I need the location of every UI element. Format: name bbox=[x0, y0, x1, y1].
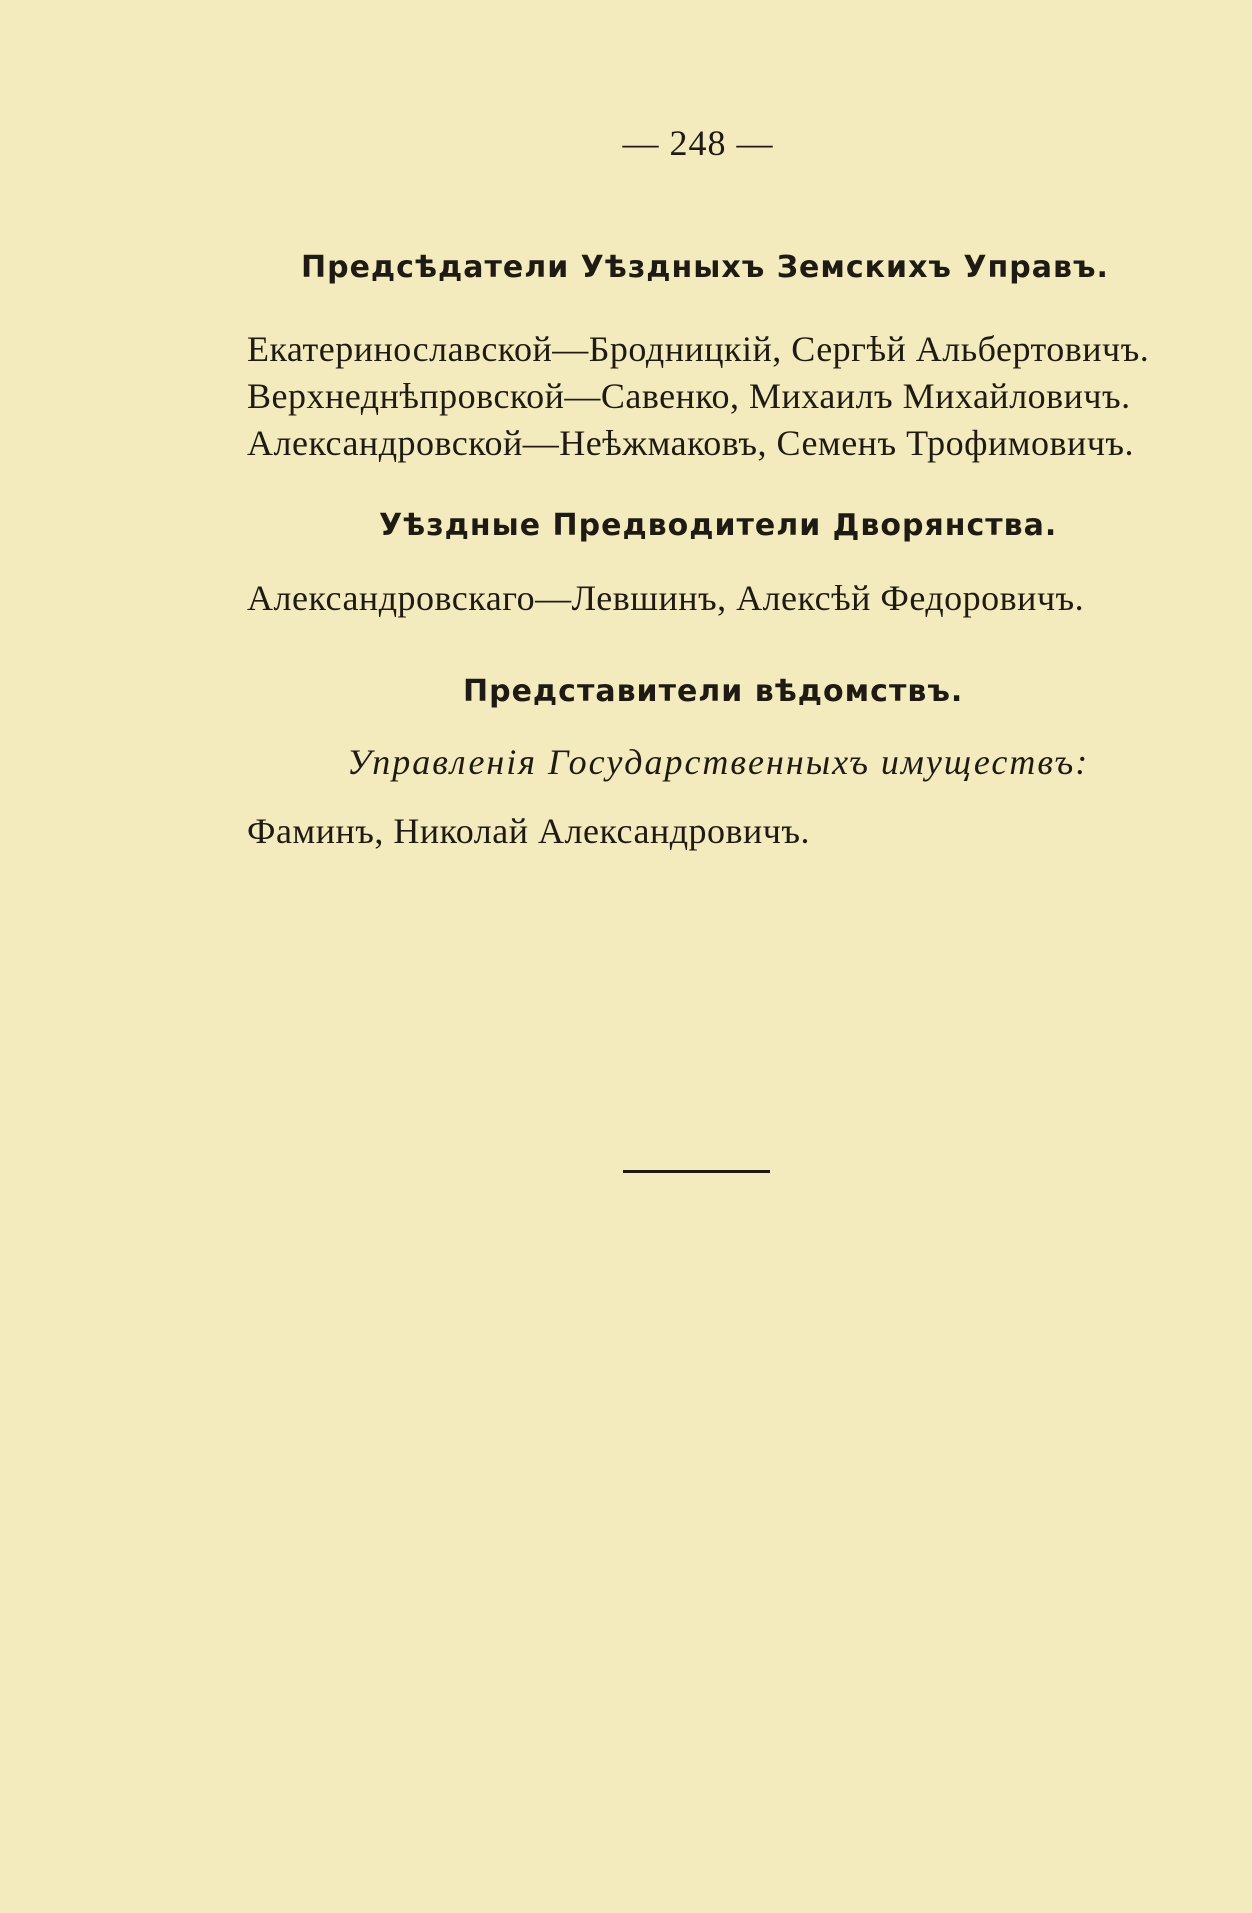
text-line: Верхнеднѣпровской—Савенко, Михаилъ Михайловичъ. bbox=[247, 376, 1131, 416]
text-line: Фаминъ, Николай Александровичъ. bbox=[247, 811, 811, 851]
section-heading-department-reps: Представители вѣдомствъ. bbox=[463, 674, 964, 709]
section-heading-zemstvo-chairs: Предсѣдатели Уѣздныхъ Земскихъ Управъ. bbox=[301, 250, 1109, 285]
section-heading-nobility-marshals: Уѣздные Предводители Дворянства. bbox=[379, 508, 1058, 543]
text-line: Екатеринославской—Бродницкій, Сергѣй Альбертовичъ. bbox=[247, 329, 1150, 369]
text-line: Александровскаго—Левшинъ, Алексѣй Федоровичъ. bbox=[247, 578, 1085, 618]
section-subheading: Управленія Государственныхъ имуществъ: bbox=[347, 742, 1090, 782]
end-rule bbox=[623, 1170, 770, 1173]
text-line: Александровской—Неѣжмаковъ, Семенъ Трофимовичъ. bbox=[247, 423, 1135, 463]
page-number: — 248 — bbox=[622, 123, 774, 163]
